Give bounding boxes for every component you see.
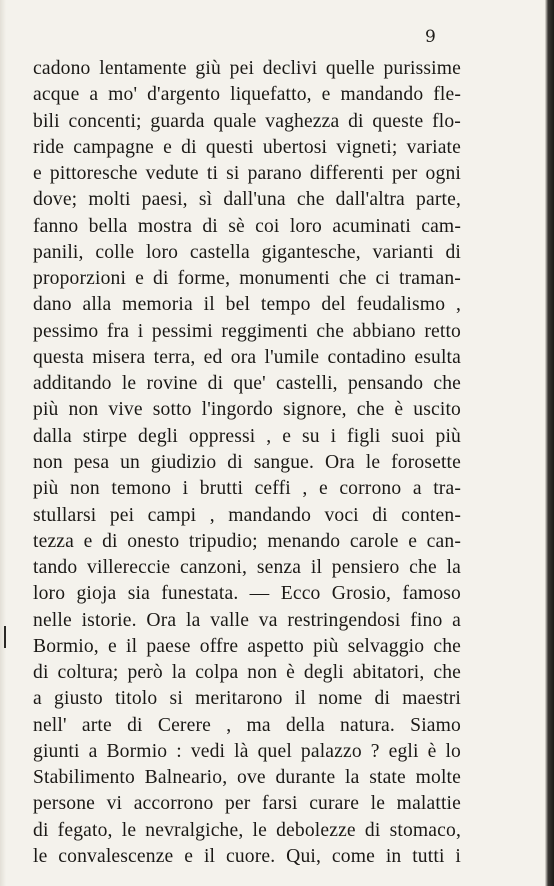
text-line: stullarsi pei campi , mandando voci di conten- [33,504,461,526]
text-line: nell' arte di Cerere , ma della natura. Siamo [33,714,461,736]
text-line: loro gioja sia funestata. — Ecco Grosio, famoso [33,583,461,605]
text-line: questa misera terra, ed ora l'umile contadino esulta [33,346,461,368]
text-line: acque a mo' d'argento liquefatto, e mandando fle- [33,84,461,106]
text-line: dano alla memoria il bel tempo del feudalismo , [33,294,461,316]
text-line: Stabilimento Balneario, ove durante la state molte [33,767,461,789]
text-line: dove; molti paesi, sì dall'una che dall'altra parte, [33,189,461,211]
text-line: cadono lentamente giù pei declivi quelle purissime [33,58,461,79]
page-edge-shadow [545,0,554,886]
text-line: di fegato, le nevralgiche, le debolezze di stomaco, [33,819,461,841]
text-line: le convalescenze e il cuore. Qui, come in tutti i [33,845,461,867]
text-line: additando le rovine di que' castelli, pensando che [33,373,461,395]
text-line: proporzioni e di forme, monumenti che ci traman- [33,268,461,290]
body-text [33,56,461,870]
text-line: fanno bella mostra di sè coi loro acuminati cam- [33,215,461,237]
text-line: a giusto titolo si meritarono il nome di maestri [33,688,461,710]
text-line: più non temono i brutti ceffi , e corrono a tra- [33,478,461,500]
text-line: non pesa un giudizio di sangue. Ora le forosette [33,451,461,473]
text-line: tando villereccie canzoni, senza il pensiero che la [33,557,461,579]
text-line: più non vive sotto l'ingordo signore, che è uscito [33,399,461,421]
text-line: Bormio, e il paese offre aspetto più selvaggio che [33,635,461,657]
margin-mark [4,626,6,648]
text-line: tezza e di onesto tripudio; menando carole e can- [33,530,461,552]
page-number: 9 [425,27,436,47]
text-line: nelle istorie. Ora la valle va restringendosi fino a [33,609,461,631]
text-line: e pittoresche vedute ti si parano differenti per ogni [33,163,461,185]
text-line: dalla stirpe degli oppressi , e su i figli suoi più [33,425,461,447]
page-gutter-shadow [0,0,6,886]
text-line: bili concenti; guarda quale vaghezza di queste flo- [33,110,461,132]
text-line: persone vi accorrono per farsi curare le malattie [33,793,461,815]
text-line: ride campagne e di questi ubertosi vigneti; variate [33,136,461,158]
text-line: giunti a Bormio : vedi là quel palazzo ? egli è lo [33,740,461,762]
text-line: di coltura; però la colpa non è degli abitatori, che [33,662,461,684]
text-line: panili, colle loro castella gigantesche, varianti di [33,241,461,263]
text-line: pessimo fra i pessimi reggimenti che abbiano retto [33,320,461,342]
